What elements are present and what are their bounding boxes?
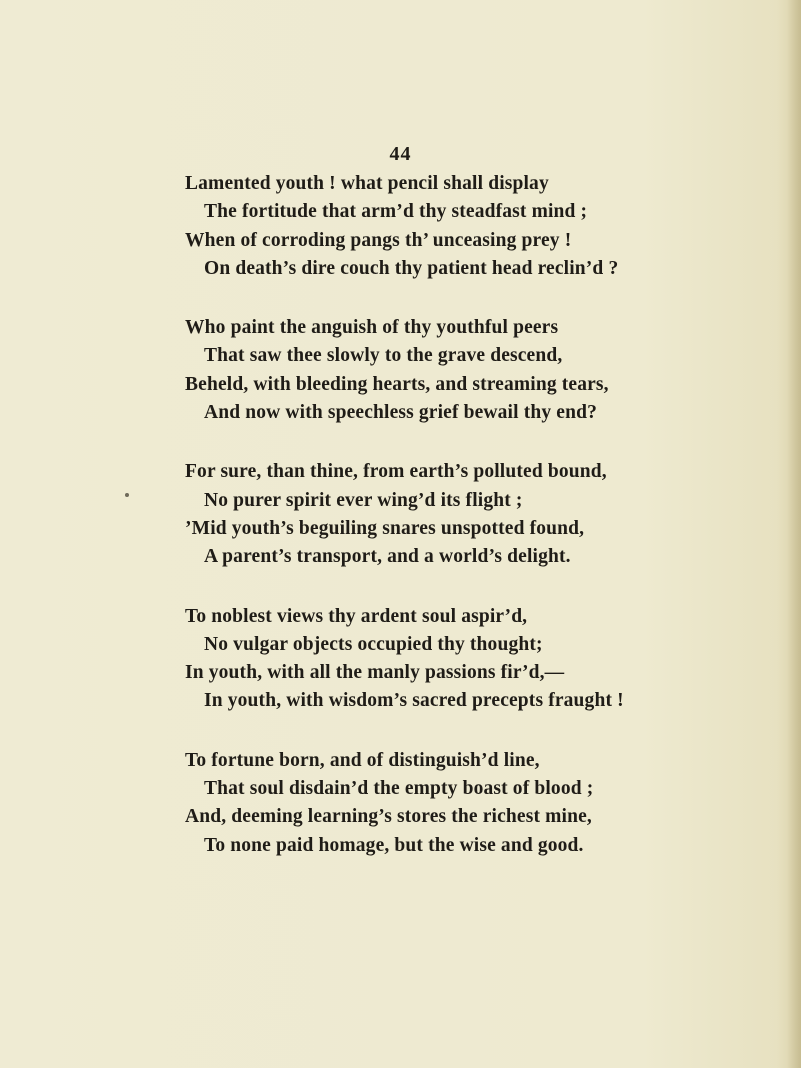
poem-line: And now with speechless grief bewail thy end? bbox=[204, 402, 597, 424]
poem-line: A parent’s transport, and a world’s delight. bbox=[204, 546, 571, 568]
poem-line: When of corroding pangs th’ unceasing prey ! bbox=[185, 229, 572, 251]
stanza-4 bbox=[185, 603, 775, 716]
poem-line: No vulgar objects occupied thy thought; bbox=[204, 633, 543, 655]
poem bbox=[185, 170, 775, 891]
stanza-3 bbox=[185, 458, 775, 571]
poem-line: In youth, with wisdom’s sacred precepts fraught ! bbox=[204, 690, 624, 712]
stanza-5 bbox=[185, 747, 775, 860]
poem-line: On death’s dire couch thy patient head reclin’d ? bbox=[204, 257, 619, 279]
poem-line: Lamented youth ! what pencil shall display bbox=[185, 173, 549, 194]
poem-line: To noblest views thy ardent soul aspir’d, bbox=[185, 605, 528, 627]
poem-line: That saw thee slowly to the grave descend, bbox=[204, 345, 563, 367]
poem-line: For sure, than thine, from earth’s polluted bound, bbox=[185, 461, 607, 483]
poem-line: In youth, with all the manly passions fir’d,— bbox=[185, 662, 565, 684]
poem-line: That soul disdain’d the empty boast of blood ; bbox=[204, 778, 594, 800]
page-number: 44 bbox=[389, 143, 412, 165]
poem-line: The fortitude that arm’d thy steadfast mind ; bbox=[204, 201, 588, 223]
ink-speck bbox=[125, 493, 129, 497]
poem-line: To none paid homage, but the wise and good. bbox=[204, 834, 584, 856]
poem-line: ’Mid youth’s beguiling snares unspotted found, bbox=[185, 517, 585, 539]
poem-line: No purer spirit ever wing’d its flight ; bbox=[204, 489, 523, 511]
poem-line: And, deeming learning’s stores the richest mine, bbox=[185, 806, 592, 828]
stanza-1 bbox=[185, 170, 775, 283]
stanza-2 bbox=[185, 314, 775, 427]
poem-line: Who paint the anguish of thy youthful peers bbox=[185, 317, 559, 339]
poem-line: Beheld, with bleeding hearts, and streaming tears, bbox=[185, 373, 609, 395]
poem-line: To fortune born, and of distinguish’d line, bbox=[185, 749, 540, 771]
